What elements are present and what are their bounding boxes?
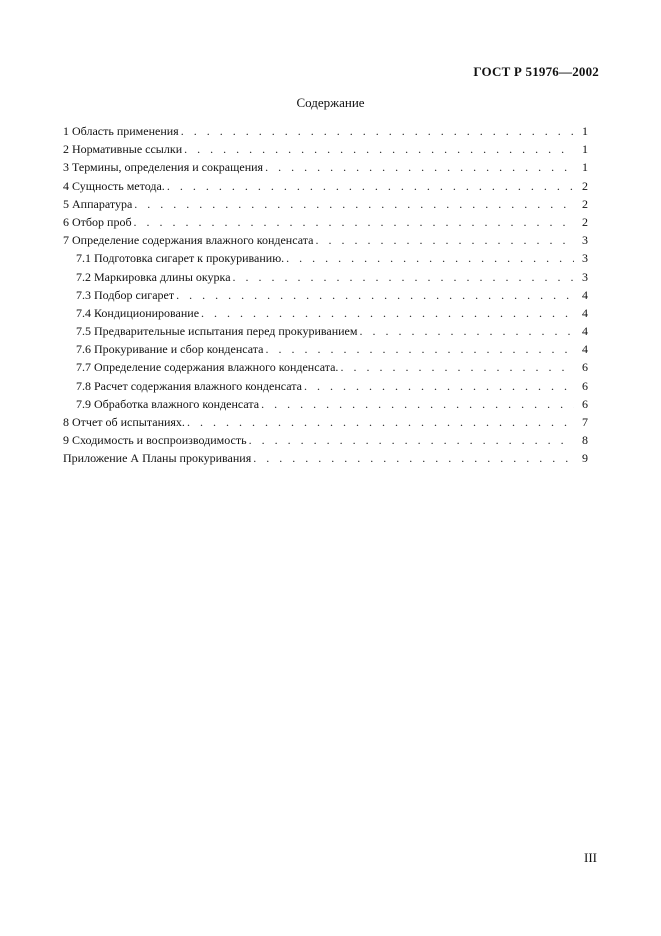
toc-leader-dots [359,322,574,340]
toc-entry-page: 1 [582,142,588,157]
toc-entry-page: 1 [582,160,588,175]
document-code: ГОСТ Р 51976—2002 [473,64,599,79]
toc-entry-label: 6 Отбор проб [63,214,132,229]
toc-entry [63,377,588,395]
toc-entry [63,322,588,340]
toc-entry-page: 3 [582,251,588,266]
toc-entry [63,177,588,195]
toc-entry [63,231,588,249]
toc-leader-dots [167,177,574,195]
toc-entry-page: 2 [582,214,588,229]
toc-leader-dots [249,431,574,449]
toc-leader-dots [286,249,574,267]
toc-entry-label: 7 Определение содержания влажного конденсата [63,233,314,248]
toc-entry-label: 7.9 Обработка влажного конденсата [76,396,260,411]
toc-entry [63,449,588,467]
toc-entry-page: 6 [582,360,588,375]
toc-entry-label: Приложение А Планы прокуривания [63,451,252,466]
toc-entry-page: 3 [582,233,588,248]
toc-entry [63,158,588,176]
toc-entry-page: 3 [582,269,588,284]
toc-entry-page: 9 [582,451,588,466]
toc-leader-dots [176,286,574,304]
toc-entry-label: 7.1 Подготовка сигарет к прокуриванию. [76,251,285,266]
toc-entry-page: 4 [582,287,588,302]
toc-title: Содержание [296,95,365,110]
toc-entry-label: 2 Нормативные ссылки [63,142,183,157]
toc-entry-page: 6 [582,378,588,393]
toc-entry-label: 1 Область применения [63,124,179,138]
toc-entry-page: 1 [582,124,588,138]
toc-entry-label: 8 Отчет об испытаниях. [63,415,185,429]
toc-entry [63,286,588,304]
toc-entry [63,340,588,358]
page-number: III [584,850,597,865]
toc-leader-dots [201,304,574,322]
toc-leader-dots [304,377,574,395]
toc-entry-label: 7.8 Расчет содержания влажного конденсата [76,378,302,393]
toc-entry-page: 4 [582,305,588,320]
toc-entry-page: 2 [582,178,588,193]
toc-leader-dots [261,395,574,413]
toc-entry-label: 5 Аппаратура [63,196,133,211]
toc-entry [63,413,588,431]
toc-leader-dots [187,413,574,431]
toc-entry [63,304,588,322]
toc-entry [63,122,588,140]
toc-entry-page: 7 [582,415,588,429]
toc-entry-label: 7.4 Кондиционирование [76,305,200,320]
toc-entry [63,358,588,376]
toc-entry-label: 7.7 Определение содержания влажного конденсата. [76,360,339,375]
toc-entry-page: 8 [582,433,588,448]
toc-entry-page: 6 [582,396,588,411]
toc-entry [63,249,588,267]
toc-leader-dots [265,158,574,176]
toc-entry-label: 9 Сходимость и воспроизводимость [63,433,247,448]
toc-entry [63,268,588,286]
toc-leader-dots [340,358,574,376]
toc-leader-dots [184,140,574,158]
toc-entry-page: 4 [582,342,588,357]
toc-entry-label: 7.3 Подбор сигарет [76,287,175,302]
toc-entry-label: 7.6 Прокуривание и сбор конденсата [76,342,264,357]
toc-entry-label: 4 Сущность метода. [63,178,165,193]
toc-leader-dots [134,195,574,213]
toc-entry-label: 7.5 Предварительные испытания перед прокуриванием [76,324,358,339]
table-of-contents [63,122,588,468]
toc-entry-page: 4 [582,324,588,339]
toc-entry [63,213,588,231]
toc-entry [63,395,588,413]
toc-leader-dots [265,340,574,358]
toc-entry-label: 7.2 Маркировка длины окурка [76,269,231,284]
toc-entry [63,195,588,213]
toc-leader-dots [181,122,574,140]
toc-entry-label: 3 Термины, определения и сокращения [63,160,264,175]
toc-entry-page: 2 [582,196,588,211]
toc-entry [63,140,588,158]
toc-leader-dots [233,268,574,286]
toc-leader-dots [315,231,574,249]
toc-entry [63,431,588,449]
toc-leader-dots [134,213,574,231]
toc-leader-dots [253,449,574,467]
